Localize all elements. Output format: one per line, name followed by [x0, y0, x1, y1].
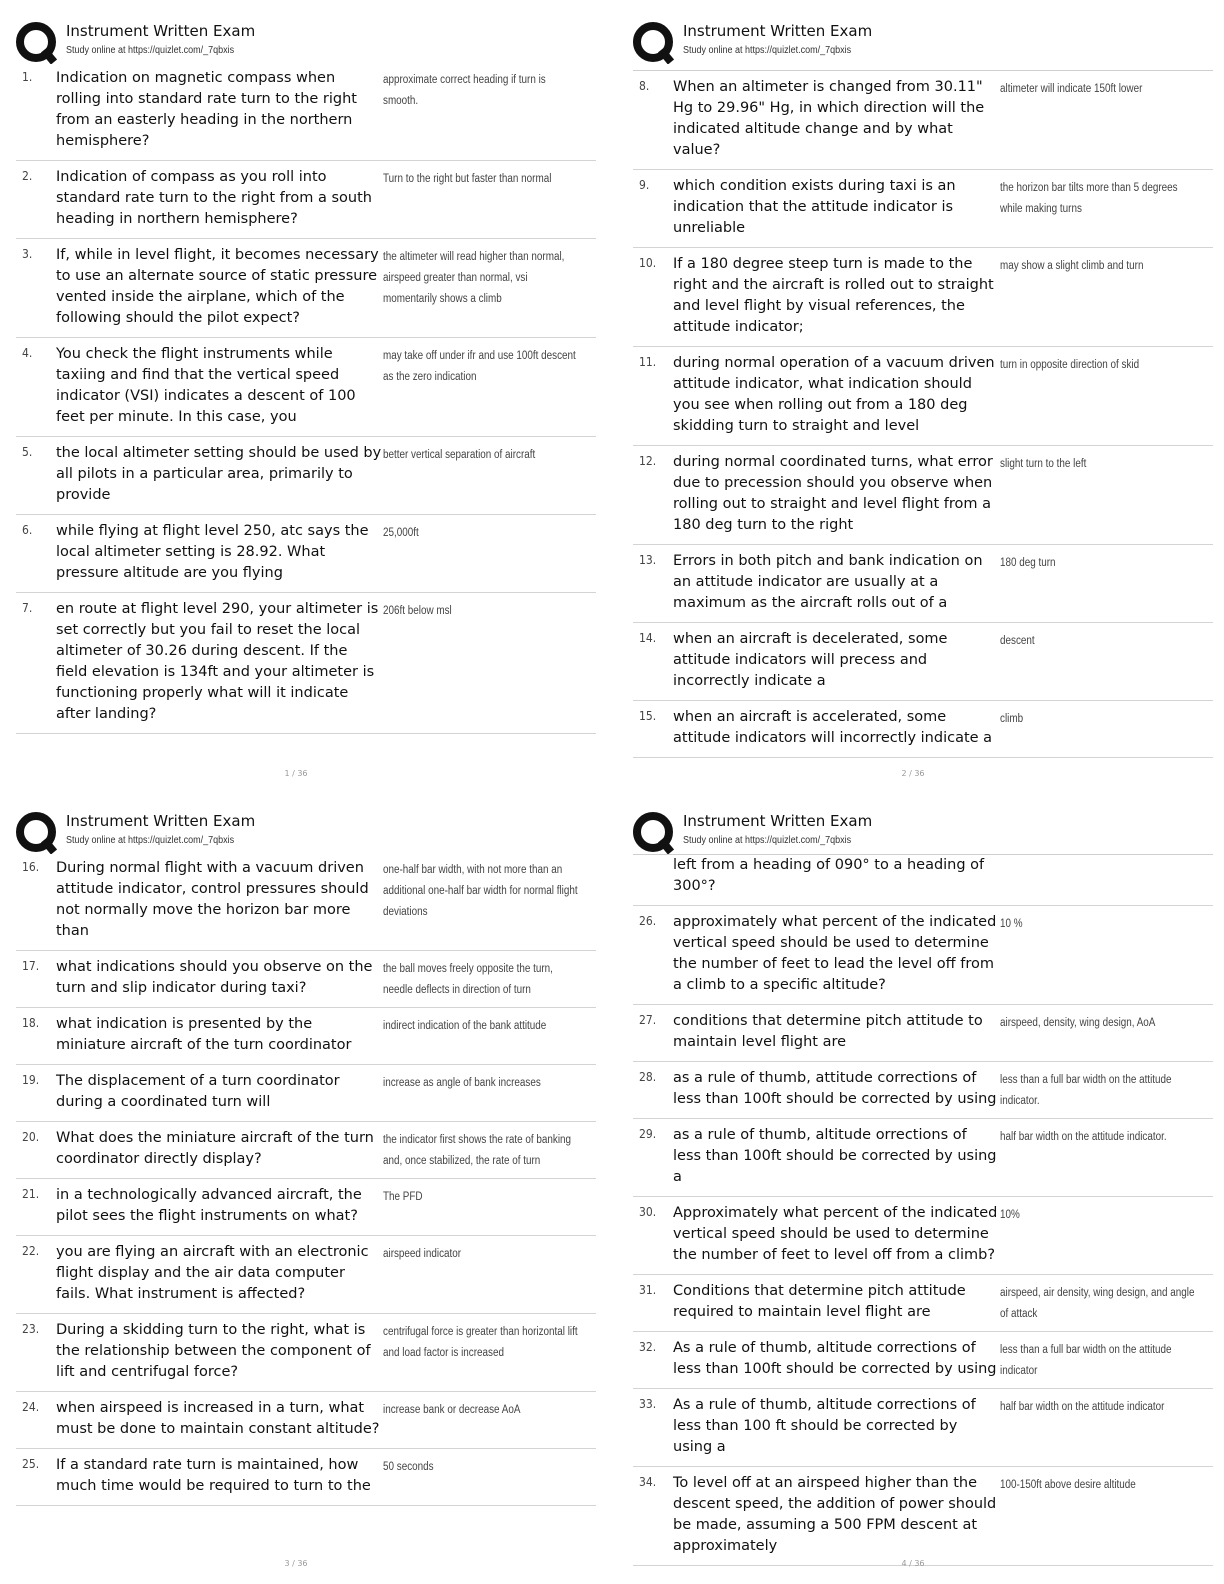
answer-text: may take off under ifr and use 100ft descent as the zero indication	[383, 350, 576, 383]
question-number: 28.	[639, 1070, 657, 1084]
question-row	[16, 951, 596, 1008]
question-list	[16, 852, 596, 1506]
question-row	[633, 347, 1213, 446]
question-row	[16, 437, 596, 515]
question-number: 33.	[639, 1397, 657, 1411]
answer-text: 10 %	[1000, 918, 1023, 930]
question-text: when an aircraft is accelerated, some attitude indicators will incorrectly indicate a	[673, 709, 993, 746]
page-header	[633, 18, 1213, 62]
question-row	[633, 545, 1213, 623]
question-row	[633, 446, 1213, 545]
answer-text: turn in opposite direction of skid	[1000, 359, 1140, 371]
question-list	[633, 906, 1213, 1566]
question-text: If a standard rate turn is maintained, how much time would be required to turn to the	[56, 1457, 371, 1494]
question-number: 31.	[639, 1283, 657, 1297]
question-text: When an altimeter is changed from 30.11" Hg to 29.96" Hg, in which direction will the indicated altitude change and by what value?	[673, 79, 985, 158]
question-row	[16, 1236, 596, 1314]
answer-text: half bar width on the attitude indicator	[1000, 1401, 1165, 1413]
answer-text: descent	[1000, 635, 1035, 647]
question-text: What does the miniature aircraft of the turn coordinator directly display?	[56, 1130, 374, 1167]
question-number: 18.	[22, 1016, 40, 1030]
question-row	[633, 1062, 1213, 1119]
question-number: 5.	[22, 445, 33, 459]
answer-text: increase bank or decrease AoA	[383, 1404, 521, 1416]
question-text: during normal operation of a vacuum driven attitude indicator, what indication should you see when rolling out from a 180 deg skidding turn to straight and level	[673, 355, 995, 434]
page-number: 1 / 36	[284, 769, 308, 778]
page-number: 3 / 36	[284, 1559, 308, 1568]
question-row	[16, 1449, 596, 1506]
question-text: If, while in level flight, it becomes necessary to use an alternate source of static pressure vented inside the airplane, which of the following should the pilot expect?	[56, 247, 379, 326]
answer-text: centrifugal force is greater than horizontal lift and load factor is increased	[383, 1326, 578, 1359]
answer-text: the horizon bar tilts more than 5 degrees while making turns	[1000, 182, 1178, 215]
question-number: 19.	[22, 1073, 40, 1087]
answer-text: increase as angle of bank increases	[383, 1077, 541, 1089]
question-number: 27.	[639, 1013, 657, 1027]
answer-text: airspeed indicator	[383, 1248, 462, 1260]
question-row	[633, 1197, 1213, 1275]
question-number: 22.	[22, 1244, 40, 1258]
quizlet-logo-icon	[16, 812, 58, 854]
question-text: If a 180 degree steep turn is made to the right and the aircraft is rolled out to straight and level flight by visual references, the attitude indicator;	[673, 256, 994, 335]
continued-question	[633, 855, 1213, 906]
question-row	[633, 906, 1213, 1005]
question-row	[633, 623, 1213, 701]
question-row	[16, 62, 596, 161]
answer-text: 25,000ft	[383, 527, 419, 539]
page-header	[16, 18, 596, 62]
study-link[interactable]: Study online at https://quizlet.com/_7qbxis	[66, 45, 235, 56]
page-title: Instrument Written Exam	[683, 812, 873, 830]
question-number: 9.	[639, 178, 650, 192]
question-number: 6.	[22, 523, 33, 537]
question-number: 21.	[22, 1187, 40, 1201]
question-row	[633, 248, 1213, 347]
answer-text: less than a full bar width on the attitude indicator.	[1000, 1074, 1172, 1107]
question-number: 15.	[639, 709, 657, 723]
answer-text: 10%	[1000, 1209, 1020, 1221]
flashcard-page-4	[633, 808, 1213, 1568]
page-number: 4 / 36	[901, 1559, 925, 1568]
answer-text: 180 deg turn	[1000, 557, 1056, 569]
question-text: during normal coordinated turns, what error due to precession should you observe when rolling out to straight and level flight from a 180 deg turn to the right	[673, 454, 993, 533]
question-number: 10.	[639, 256, 657, 270]
quizlet-logo-icon	[16, 22, 58, 64]
answer-text: less than a full bar width on the attitude indicator	[1000, 1344, 1172, 1377]
answer-text: altimeter will indicate 150ft lower	[1000, 83, 1143, 95]
flashcard-page-1	[16, 18, 596, 778]
question-number: 34.	[639, 1475, 657, 1489]
question-number: 12.	[639, 454, 657, 468]
question-row	[16, 1314, 596, 1392]
question-row	[633, 1119, 1213, 1197]
question-text: when an aircraft is decelerated, some attitude indicators will precess and incorrectly indicate a	[673, 631, 948, 689]
question-list	[16, 62, 596, 734]
question-text: Indication on magnetic compass when rolling into standard rate turn to the right from an easterly heading in the northern hemisphere?	[56, 70, 357, 149]
question-row	[16, 593, 596, 734]
question-row	[16, 338, 596, 437]
question-row	[633, 1389, 1213, 1467]
answer-text: indirect indication of the bank attitude	[383, 1020, 547, 1032]
question-number: 25.	[22, 1457, 40, 1471]
study-link[interactable]: Study online at https://quizlet.com/_7qbxis	[683, 835, 852, 846]
answer-text: The PFD	[383, 1191, 423, 1203]
page-header	[633, 808, 1213, 852]
answer-text: 100-150ft above desire altitude	[1000, 1479, 1136, 1491]
page-number: 2 / 36	[901, 769, 925, 778]
question-row	[16, 852, 596, 951]
question-number: 11.	[639, 355, 657, 369]
question-text: You check the flight instruments while taxiing and find that the vertical speed indicator (VSI) indicates a descent of 100 feet per minute. In this case, you	[56, 346, 356, 425]
answer-text: airspeed, density, wing design, AoA	[1000, 1017, 1156, 1029]
question-text: approximately what percent of the indicated vertical speed should be used to determine the number of feet to lead the level off from a climb to a specific altitude?	[673, 914, 997, 993]
question-row	[633, 1332, 1213, 1389]
question-text: which condition exists during taxi is an indication that the attitude indicator is unreliable	[673, 178, 956, 236]
question-number: 7.	[22, 601, 33, 615]
question-text: you are flying an aircraft with an electronic flight display and the air data computer fails. What instrument is affected?	[56, 1244, 369, 1302]
question-row	[16, 1392, 596, 1449]
question-number: 16.	[22, 860, 40, 874]
question-number: 14.	[639, 631, 657, 645]
question-number: 32.	[639, 1340, 657, 1354]
question-number: 20.	[22, 1130, 40, 1144]
question-number: 4.	[22, 346, 33, 360]
question-text: what indications should you observe on the turn and slip indicator during taxi?	[56, 959, 373, 996]
question-number: 17.	[22, 959, 40, 973]
question-text: Indication of compass as you roll into standard rate turn to the right from a south heading in northern hemisphere?	[56, 169, 372, 227]
question-row	[633, 71, 1213, 170]
question-row	[633, 1005, 1213, 1062]
answer-text: better vertical separation of aircraft	[383, 449, 536, 461]
question-row	[16, 515, 596, 593]
question-row	[16, 1122, 596, 1179]
page-title: Instrument Written Exam	[683, 22, 873, 40]
question-text: To level off at an airspeed higher than the descent speed, the addition of power should be made, assuming a 500 FPM descent at approximately	[673, 1475, 997, 1554]
answer-text: the altimeter will read higher than normal, airspeed greater than normal, vsi momentarily shows a climb	[383, 251, 565, 305]
question-text: Conditions that determine pitch attitude required to maintain level flight are	[673, 1283, 966, 1320]
question-row	[633, 1275, 1213, 1332]
answer-text: one-half bar width, with not more than an additional one-half bar width for normal flight deviations	[383, 864, 578, 918]
question-text: conditions that determine pitch attitude to maintain level flight are	[673, 1013, 983, 1050]
flashcard-page-2	[633, 18, 1213, 778]
quizlet-logo-icon	[633, 812, 675, 854]
answer-text: climb	[1000, 713, 1024, 725]
question-number: 8.	[639, 79, 650, 93]
answer-text: 50 seconds	[383, 1461, 434, 1473]
question-text: as a rule of thumb, attitude corrections of less than 100ft should be corrected by using	[673, 1070, 997, 1107]
question-row	[16, 1008, 596, 1065]
question-number: 24.	[22, 1400, 40, 1414]
question-number: 23.	[22, 1322, 40, 1336]
question-text: left from a heading of 090° to a heading of 300°?	[673, 857, 985, 894]
page-title: Instrument Written Exam	[66, 22, 256, 40]
question-row	[16, 239, 596, 338]
answer-text: airspeed, air density, wing design, and angle of attack	[1000, 1287, 1195, 1320]
question-text: as a rule of thumb, altitude orrections of less than 100ft should be corrected by using a	[673, 1127, 997, 1185]
answer-text: slight turn to the left	[1000, 458, 1087, 470]
question-number: 1.	[22, 70, 33, 84]
question-number: 13.	[639, 553, 657, 567]
answer-text: 206ft below msl	[383, 605, 452, 617]
question-text: when airspeed is increased in a turn, what must be done to maintain constant altitude?	[56, 1400, 380, 1437]
question-row	[633, 170, 1213, 248]
question-text: en route at flight level 290, your altimeter is set correctly but you fail to reset the local altimeter of 30.26 during descent. If the field elevation is 134ft and your altimeter is functioning properly what will it indicate after landing?	[56, 601, 379, 722]
question-text: During normal flight with a vacuum driven attitude indicator, control pressures should not normally move the horizon bar more than	[56, 860, 369, 939]
quizlet-logo-icon	[633, 22, 675, 64]
question-text: Approximately what percent of the indicated vertical speed should be used to determine the number of feet to level off from a climb?	[673, 1205, 998, 1263]
question-number: 2.	[22, 169, 33, 183]
question-row	[16, 1179, 596, 1236]
answer-text: Turn to the right but faster than normal	[383, 173, 552, 185]
answer-text: approximate correct heading if turn is smooth.	[383, 74, 546, 107]
question-list	[633, 71, 1213, 758]
answer-text: half bar width on the attitude indicator.	[1000, 1131, 1167, 1143]
question-number: 3.	[22, 247, 33, 261]
flashcard-page-3	[16, 808, 596, 1568]
question-text: Errors in both pitch and bank indication on an attitude indicator are usually at a maximum as the aircraft rolls out of a	[673, 553, 983, 611]
study-link[interactable]: Study online at https://quizlet.com/_7qbxis	[66, 835, 235, 846]
question-row	[633, 701, 1213, 758]
question-text: in a technologically advanced aircraft, the pilot sees the flight instruments on what?	[56, 1187, 362, 1224]
page-header	[16, 808, 596, 852]
question-text: the local altimeter setting should be used by all pilots in a particular area, primarily to provide	[56, 445, 382, 503]
question-text: As a rule of thumb, altitude corrections of less than 100ft should be corrected by using	[673, 1340, 997, 1377]
question-row	[633, 1467, 1213, 1566]
question-text: The displacement of a turn coordinator during a coordinated turn will	[56, 1073, 340, 1110]
answer-text: the ball moves freely opposite the turn, needle deflects in direction of turn	[383, 963, 553, 996]
study-link[interactable]: Study online at https://quizlet.com/_7qbxis	[683, 45, 852, 56]
question-number: 30.	[639, 1205, 657, 1219]
answer-text: the indicator first shows the rate of banking and, once stabilized, the rate of turn	[383, 1134, 572, 1167]
question-row	[16, 1065, 596, 1122]
question-number: 26.	[639, 914, 657, 928]
question-text: As a rule of thumb, altitude corrections of less than 100 ft should be corrected by using a	[673, 1397, 976, 1455]
question-number: 29.	[639, 1127, 657, 1141]
question-row	[16, 161, 596, 239]
question-text: while flying at flight level 250, atc says the local altimeter setting is 28.92. What pressure altitude are you flying	[56, 523, 369, 581]
page-title: Instrument Written Exam	[66, 812, 256, 830]
question-text: During a skidding turn to the right, what is the relationship between the component of lift and centrifugal force?	[56, 1322, 371, 1380]
question-text: what indication is presented by the miniature aircraft of the turn coordinator	[56, 1016, 352, 1053]
answer-text: may show a slight climb and turn	[1000, 260, 1144, 272]
